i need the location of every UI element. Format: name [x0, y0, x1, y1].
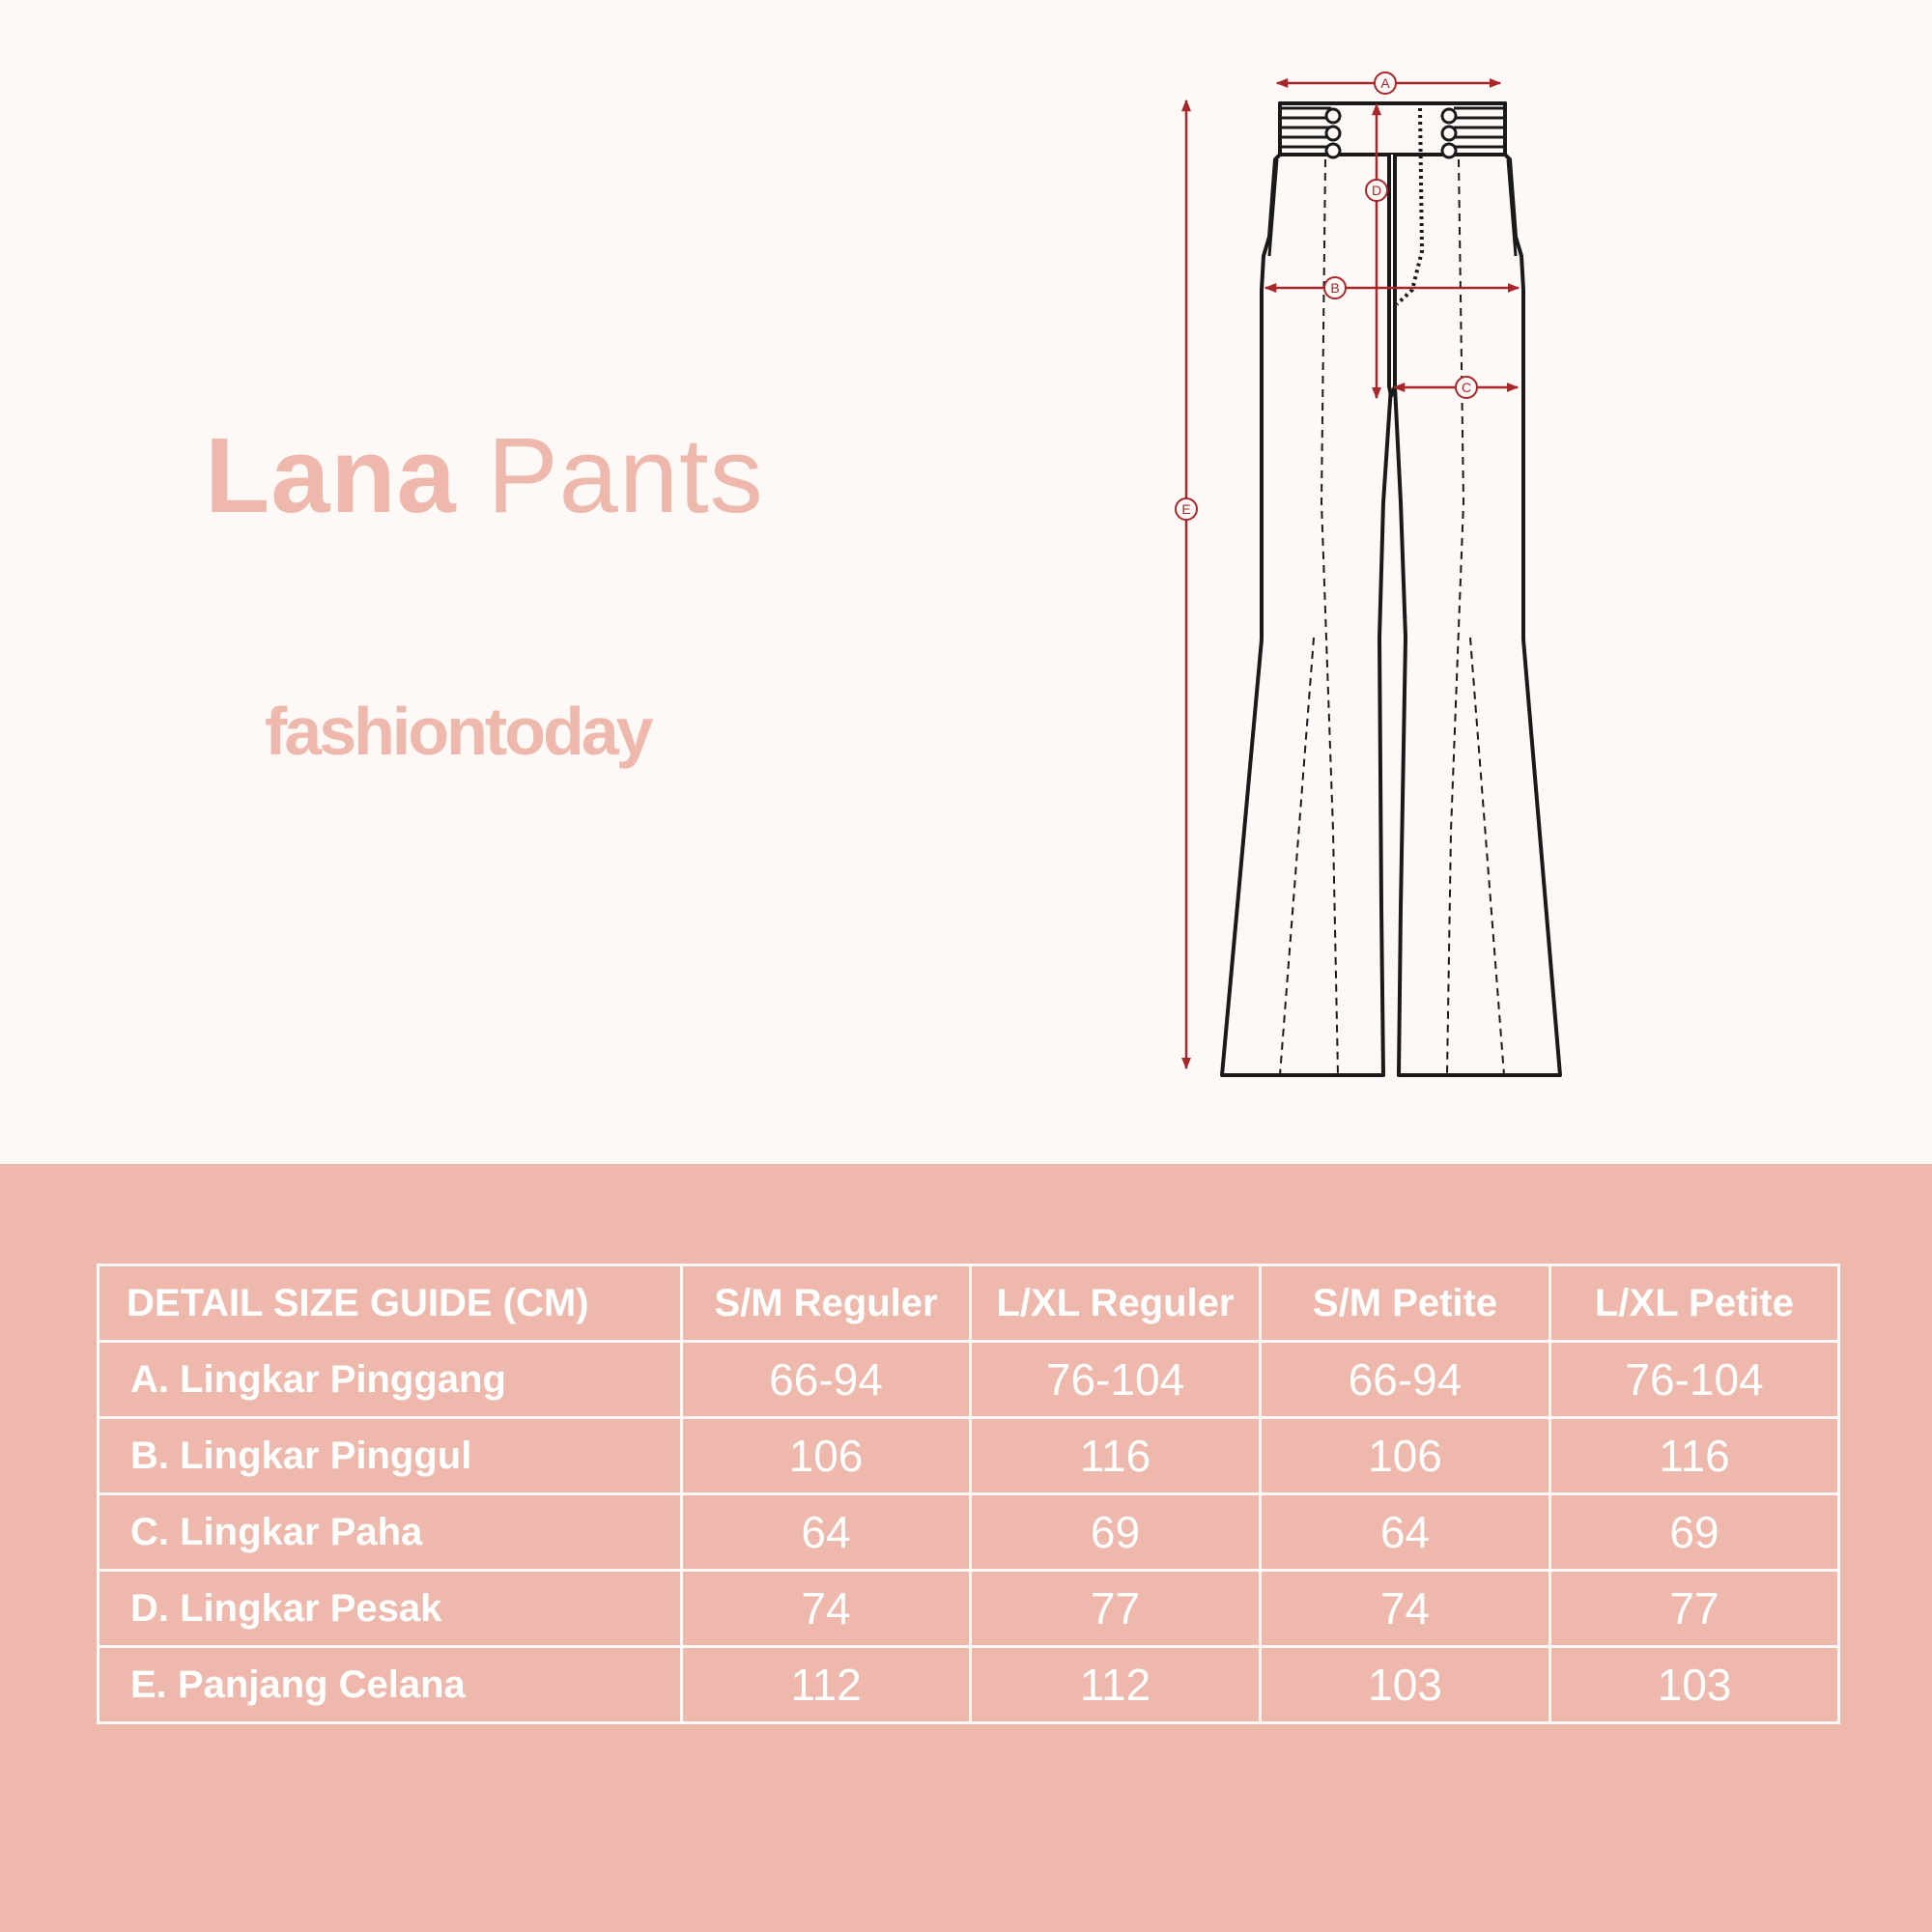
row-label: C. Lingkar Paha	[99, 1494, 682, 1571]
brand-name: fashiontoday	[265, 694, 651, 769]
header-row	[99, 1265, 1839, 1342]
row-label: D. Lingkar Pesak	[99, 1571, 682, 1647]
size-guide-table	[97, 1264, 1840, 1724]
cell-value: 66-94	[1261, 1342, 1550, 1418]
cell-value: 74	[1261, 1571, 1550, 1647]
product-name-regular: Pants	[487, 416, 764, 535]
cell-value: 116	[971, 1418, 1261, 1494]
cell-value: 106	[682, 1418, 971, 1494]
header-lxl-petite: L/XL Petite	[1550, 1265, 1839, 1342]
cell-value: 69	[1550, 1494, 1839, 1571]
table-row	[99, 1494, 1839, 1571]
header-sm-petite: S/M Petite	[1261, 1265, 1550, 1342]
cell-value: 64	[1261, 1494, 1550, 1571]
cell-value: 112	[971, 1647, 1261, 1723]
row-label: A. Lingkar Pinggang	[99, 1342, 682, 1418]
cell-value: 112	[682, 1647, 971, 1723]
cell-value: 74	[682, 1571, 971, 1647]
cell-value: 69	[971, 1494, 1261, 1571]
table-row	[99, 1342, 1839, 1418]
table-row	[99, 1647, 1839, 1723]
pants-diagram	[1140, 58, 1584, 1101]
label-b: B	[1330, 280, 1340, 296]
product-name-bold: Lana	[205, 416, 457, 535]
label-a: A	[1380, 75, 1390, 91]
header-sm-reguler: S/M Reguler	[682, 1265, 971, 1342]
cell-value: 103	[1261, 1647, 1550, 1723]
cell-value: 106	[1261, 1418, 1550, 1494]
pants-outline	[1222, 103, 1560, 1075]
table-row	[99, 1418, 1839, 1494]
header-lxl-reguler: L/XL Reguler	[971, 1265, 1261, 1342]
label-e: E	[1181, 501, 1191, 517]
table-row	[99, 1571, 1839, 1647]
cell-value: 77	[971, 1571, 1261, 1647]
header-detail: DETAIL SIZE GUIDE (CM)	[99, 1265, 682, 1342]
cell-value: 76-104	[1550, 1342, 1839, 1418]
product-title	[205, 413, 764, 539]
cell-value: 64	[682, 1494, 971, 1571]
row-label: B. Lingkar Pinggul	[99, 1418, 682, 1494]
row-label: E. Panjang Celana	[99, 1647, 682, 1723]
label-d: D	[1371, 183, 1382, 198]
cell-value: 103	[1550, 1647, 1839, 1723]
cell-value: 116	[1550, 1418, 1839, 1494]
cell-value: 66-94	[682, 1342, 971, 1418]
label-c: C	[1461, 380, 1472, 395]
cell-value: 77	[1550, 1571, 1839, 1647]
cell-value: 76-104	[971, 1342, 1261, 1418]
